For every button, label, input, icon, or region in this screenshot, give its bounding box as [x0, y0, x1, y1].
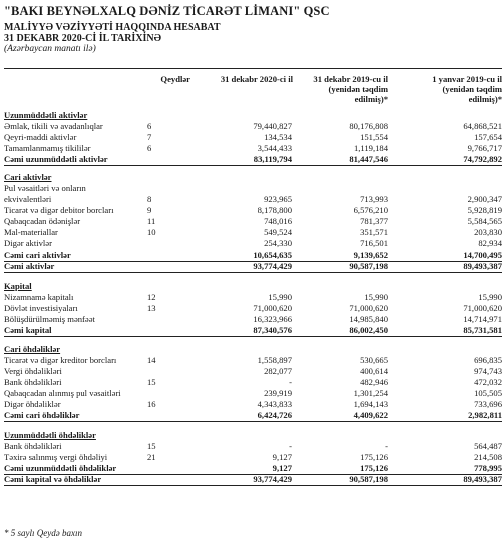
row-label: Cari aktivlər	[4, 172, 52, 182]
row-value-2020: 3,544,433	[257, 143, 292, 153]
table-row	[4, 452, 502, 463]
col-2019-line2: (yenidən təqdim	[328, 84, 388, 94]
row-label: Kapital	[4, 281, 32, 291]
section-heading-row	[4, 344, 502, 355]
row-value-jan2019: 974,743	[474, 366, 502, 376]
row-value-2019: 6,576,210	[353, 205, 388, 215]
table-row	[4, 132, 502, 143]
table-row	[4, 303, 502, 314]
row-value-2020: 748,016	[264, 216, 292, 226]
col-header-jan2019	[402, 74, 502, 104]
report-header	[4, 4, 330, 55]
row-note: 10	[147, 227, 156, 237]
col-header-2020	[198, 74, 293, 84]
row-label: Vergi öhdəlikləri	[4, 366, 62, 376]
table-row	[4, 121, 502, 132]
row-value-2020: 1,558,897	[257, 355, 292, 365]
row-note: 16	[147, 399, 156, 409]
total-row	[4, 261, 502, 273]
header-rule	[4, 68, 502, 69]
table-row	[4, 143, 502, 154]
col-2020-text: 31 dekabr 2020-ci il	[220, 74, 293, 84]
row-value-2020: 10,654,635	[253, 250, 292, 260]
col-jan2019-line3: edilmiş)*	[468, 94, 502, 104]
row-label: Qabaqcadan ödənişlər	[4, 216, 81, 226]
row-label: Uzunmüddətli öhdəliklər	[4, 430, 96, 440]
currency-note: (Azərbaycan manatı ilə)	[4, 44, 96, 54]
row-value-2020: 8,178,800	[257, 205, 292, 215]
row-value-2019: 716,501	[360, 238, 388, 248]
row-label: Bank öhdəlikləri	[4, 441, 62, 451]
row-value-jan2019: 15,990	[478, 292, 502, 302]
row-label: Cəmi uzunmüddətli aktivlər	[4, 154, 108, 164]
row-value-jan2019: 89,493,387	[463, 474, 502, 484]
row-note: 6	[147, 143, 152, 153]
row-label: ekvivalentləri	[4, 194, 52, 204]
row-value-2020: 9,127	[272, 452, 292, 462]
row-note: 7	[147, 132, 152, 142]
row-label: Cəmi uzunmüddətli öhdəliklər	[4, 463, 117, 473]
section-heading-row	[4, 281, 502, 292]
row-value-2020: 79,440,827	[253, 121, 292, 131]
row-value-2019: 400,614	[360, 366, 388, 376]
company-title: "BAKI BEYNƏLXALQ DƏNİZ TİCARƏT LİMANI" QSC	[4, 4, 330, 18]
row-value-2020: 282,077	[264, 366, 292, 376]
row-value-jan2019: 89,493,387	[463, 261, 502, 271]
row-value-2019: 713,993	[360, 194, 388, 204]
row-note: 9	[147, 205, 152, 215]
row-note: 14	[147, 355, 156, 365]
row-value-2019: 14,985,840	[349, 314, 388, 324]
row-value-jan2019: 214,508	[474, 452, 502, 462]
footnote: * 5 saylı Qeydə baxın	[4, 528, 82, 538]
row-value-jan2019: 778,995	[474, 463, 502, 473]
col-notes-text: Qeydlər	[160, 74, 190, 84]
row-value-2019: 90,587,198	[349, 474, 388, 484]
row-note: 6	[147, 121, 152, 131]
row-label: Digər aktivlər	[4, 238, 52, 248]
row-value-2019: 175,126	[360, 452, 388, 462]
row-value-jan2019: 2,900,347	[467, 194, 502, 204]
row-value-2020: 71,000,620	[253, 303, 292, 313]
row-value-jan2019: 472,032	[474, 377, 502, 387]
row-value-2019: 15,990	[364, 292, 388, 302]
row-label: Qabaqcadan alınmış pul vəsaitləri	[4, 388, 121, 398]
row-value-2020: 134,534	[264, 132, 292, 142]
row-value-2020: 87,340,576	[253, 325, 292, 335]
row-value-jan2019: 5,584,565	[467, 216, 502, 226]
section-heading-row	[4, 110, 502, 121]
row-value-2019: 1,301,254	[353, 388, 388, 398]
row-value-2019: 4,409,622	[353, 410, 388, 420]
row-value-2020: 923,965	[264, 194, 292, 204]
row-value-jan2019: 85,731,581	[463, 325, 502, 335]
row-note: 15	[147, 377, 156, 387]
row-value-jan2019: 14,700,495	[463, 250, 502, 260]
table-row	[4, 292, 502, 303]
row-value-2019: 1,694,143	[353, 399, 388, 409]
row-value-2020: 4,343,833	[257, 399, 292, 409]
row-value-jan2019: 203,830	[474, 227, 502, 237]
row-value-jan2019: 82,934	[478, 238, 502, 248]
row-value-2020: 9,127	[272, 463, 292, 473]
section-heading-row	[4, 430, 502, 441]
row-note: 11	[147, 216, 156, 226]
row-value-2020: 6,424,726	[257, 410, 292, 420]
row-value-2020: 83,119,794	[253, 154, 292, 164]
row-value-jan2019: 2,982,811	[468, 410, 502, 420]
col-2019-line3: edilmiş)*	[354, 94, 388, 104]
row-label: Bölüşdürülməmiş mənfəət	[4, 314, 95, 324]
col-jan2019-line2: (yenidən təqdim	[442, 84, 502, 94]
row-label: Mal-materiallar	[4, 227, 58, 237]
table-row	[4, 205, 502, 216]
row-value-2020: 549,524	[264, 227, 292, 237]
row-value-2019: 9,139,652	[353, 250, 388, 260]
table-row	[4, 216, 502, 227]
table-row	[4, 377, 502, 388]
table-row	[4, 314, 502, 325]
row-label: Cəmi cari öhdəliklər	[4, 410, 80, 420]
row-value-2019: 81,447,546	[349, 154, 388, 164]
col-header-notes	[150, 74, 190, 84]
row-label: Cəmi cari aktivlər	[4, 250, 71, 260]
row-value-2019: 1,119,184	[353, 143, 388, 153]
table-row	[4, 366, 502, 377]
row-label: Qeyri-maddi aktivlər	[4, 132, 77, 142]
table-row	[4, 388, 502, 399]
row-value-2019: 80,176,808	[349, 121, 388, 131]
col-2019-line1: 31 dekabr 2019-cu il	[313, 74, 388, 84]
row-value-2019: 482,946	[360, 377, 388, 387]
row-value-jan2019: 9,766,717	[467, 143, 502, 153]
row-value-jan2019: 74,792,892	[463, 154, 502, 164]
row-value-2020: -	[289, 441, 292, 451]
row-label: Əmlak, tikili və avadanlıqlar	[4, 121, 103, 131]
row-value-2019: 90,587,198	[349, 261, 388, 271]
row-value-jan2019: 157,654	[474, 132, 502, 142]
total-row	[4, 154, 502, 166]
row-note: 15	[147, 441, 156, 451]
table-row	[4, 227, 502, 238]
total-row	[4, 474, 502, 486]
row-value-2019: 151,554	[360, 132, 388, 142]
row-label: Uzunmüddətli aktivlər	[4, 110, 88, 120]
row-label: Pul vəsaitləri və onların	[4, 183, 86, 193]
col-jan2019-line1: 1 yanvar 2019-cu il	[432, 74, 502, 84]
row-value-2019: 530,665	[360, 355, 388, 365]
row-note: 8	[147, 194, 152, 204]
row-value-2019: -	[385, 441, 388, 451]
table-row	[4, 194, 502, 205]
row-value-jan2019: 733,696	[474, 399, 502, 409]
row-value-2019: 86,002,450	[349, 325, 388, 335]
row-value-2019: 351,571	[360, 227, 388, 237]
row-value-jan2019: 5,928,819	[467, 205, 502, 215]
row-value-2019: 71,000,620	[349, 303, 388, 313]
row-label: Nizamnamə kapitalı	[4, 292, 74, 302]
row-label: Bank öhdəlikləri	[4, 377, 62, 387]
row-value-2020: 239,919	[264, 388, 292, 398]
total-row	[4, 410, 502, 422]
row-value-jan2019: 696,835	[474, 355, 502, 365]
report-date: 31 DEKABR 2020-Cİ İL TARİXİNƏ	[4, 33, 162, 44]
row-value-2020: -	[289, 377, 292, 387]
row-label: Digər öhdəliklər	[4, 399, 61, 409]
total-row	[4, 325, 502, 337]
report-title: MALİYYƏ VƏZİYYƏTİ HAQQINDA HESABAT	[4, 22, 221, 33]
table-row	[4, 183, 502, 194]
row-label: Ticarət və digər debitor borcları	[4, 205, 114, 215]
table-row	[4, 441, 502, 452]
row-value-2019: 175,126	[360, 463, 388, 473]
row-value-2020: 15,990	[268, 292, 292, 302]
row-value-jan2019: 64,868,521	[463, 121, 502, 131]
row-label: Cəmi kapital	[4, 325, 52, 335]
row-label: Cəmi kapital və öhdəliklər	[4, 474, 102, 484]
row-note: 12	[147, 292, 156, 302]
section-heading-row	[4, 172, 502, 183]
col-header-2019	[300, 74, 388, 104]
row-label: Cəmi aktivlər	[4, 261, 55, 271]
row-value-2019: 781,377	[360, 216, 388, 226]
table-row	[4, 355, 502, 366]
row-label: Təxirə salınmış vergi öhdəliyi	[4, 452, 108, 462]
row-value-2020: 254,330	[264, 238, 292, 248]
row-value-jan2019: 71,000,620	[463, 303, 502, 313]
row-value-2020: 93,774,429	[253, 261, 292, 271]
row-label: Ticarət və digər kreditor borcları	[4, 355, 117, 365]
row-note: 13	[147, 303, 156, 313]
row-label: Cari öhdəliklər	[4, 344, 61, 354]
row-value-jan2019: 105,505	[474, 388, 502, 398]
row-note: 21	[147, 452, 156, 462]
table-row	[4, 238, 502, 249]
row-label: Dövlət investisiyaları	[4, 303, 78, 313]
table-row	[4, 399, 502, 410]
row-value-2020: 93,774,429	[253, 474, 292, 484]
row-value-jan2019: 564,487	[474, 441, 502, 451]
row-label: Tamamlanmamış tikililər	[4, 143, 91, 153]
row-value-2020: 16,323,966	[253, 314, 292, 324]
row-value-jan2019: 14,714,971	[463, 314, 502, 324]
